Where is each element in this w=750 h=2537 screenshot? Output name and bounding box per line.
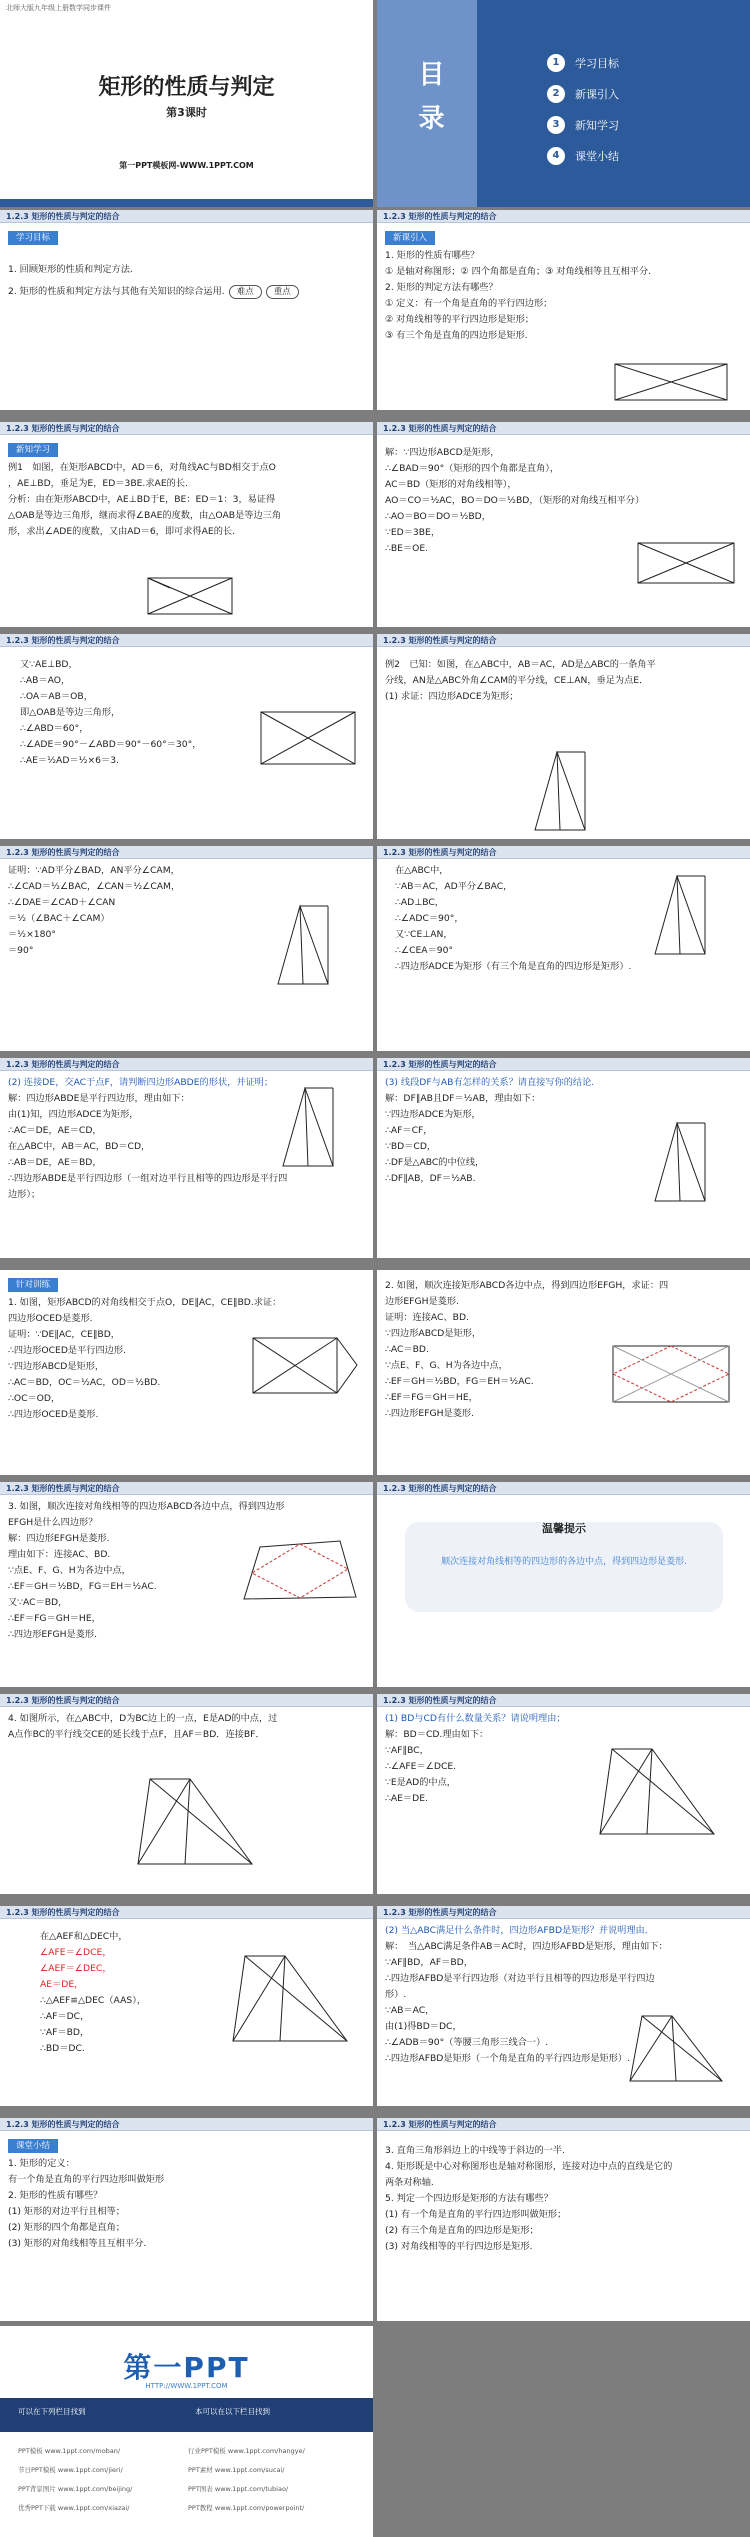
toc-item[interactable] xyxy=(547,112,619,138)
text-line: 由(1)得BD＝DC， xyxy=(385,2021,462,2032)
rectangle-figure xyxy=(245,1330,365,1405)
text-line: ∴△AEF≌△DEC（AAS）， xyxy=(40,1995,146,2006)
question-text: (3) 线段DF与AB有怎样的关系？请直接写你的结论. xyxy=(385,1077,595,1088)
slide-solution1 xyxy=(377,422,750,627)
triangle-figure xyxy=(592,1739,722,1849)
section-tag: 新课引入 xyxy=(385,231,435,245)
text-line: ＝½×180° xyxy=(8,929,56,940)
toc-label: 新知学习 xyxy=(575,119,619,132)
slide-practice4 xyxy=(0,1694,373,1894)
slide-question3 xyxy=(377,1058,750,1258)
text-line: 解：四边形ABDE是平行四边形，理由如下： xyxy=(8,1093,190,1104)
text-line: ∴AC＝BD. xyxy=(385,1344,429,1355)
ad-links xyxy=(18,2438,358,2514)
text-line: ∴∠ADE＝90°－∠ABD＝90°－60°＝30°， xyxy=(20,739,202,750)
text-line: ③ 有三个角是直角的四边形是矩形. xyxy=(385,330,528,341)
question-text: (2) 连接DE，交AC于点F，请判断四边形ABDE的形状，并证明； xyxy=(8,1077,274,1088)
slide-header: 1.2.3 矩形的性质与判定的结合 xyxy=(377,846,750,859)
text-line: ∵AF∥BC， xyxy=(385,1745,429,1756)
question-text: (2) 当△ABC满足什么条件时，四边形AFBD是矩形？并说明理由． xyxy=(385,1925,654,1936)
slide-header: 1.2.3 矩形的性质与判定的结合 xyxy=(0,1694,373,1707)
text-line: ∴∠DAE＝∠CAD＋∠CAN xyxy=(8,897,116,908)
slide-summary-cont xyxy=(377,2118,750,2321)
ad-link[interactable]: PPT图表 www.1ppt.com/tubiao/ xyxy=(188,2485,289,2493)
text-line: (1) 求证：四边形ADCE为矩形； xyxy=(385,691,519,702)
ad-link[interactable]: 行业PPT模板 www.1ppt.com/hangye/ xyxy=(188,2447,305,2455)
slide-header: 1.2.3 矩形的性质与判定的结合 xyxy=(0,1906,373,1919)
text-line: 2. 矩形的判定方法有哪些？ xyxy=(385,282,498,293)
text-line: ∠AFE＝∠DCE， xyxy=(40,1947,112,1958)
text-line: ∴AF＝DC， xyxy=(40,2011,90,2022)
ad-link[interactable]: 节日PPT模板 www.1ppt.com/jieri/ xyxy=(18,2466,123,2474)
toc-number: 4 xyxy=(547,147,565,165)
slide-header: 1.2.3 矩形的性质与判定的结合 xyxy=(0,1058,373,1071)
section-tag: 新知学习 xyxy=(8,443,58,457)
slide-header: 1.2.3 矩形的性质与判定的结合 xyxy=(0,2118,373,2131)
text-line: ∴EF＝GH＝½BD，FG＝EH＝½AC. xyxy=(385,1376,534,1387)
text-line: ∴OA＝AB＝OB， xyxy=(20,691,93,702)
slide-practice4-q2 xyxy=(377,1906,750,2106)
text-lines xyxy=(8,460,365,540)
text-line: ∴AC＝DE，AE＝CD， xyxy=(8,1125,102,1136)
slide-header: 1.2.3 矩形的性质与判定的结合 xyxy=(377,1906,750,1919)
text-line: (3) 对角线相等的平行四边形是矩形. xyxy=(385,2241,533,2252)
text-line: 3. 如图，顺次连接对角线相等的四边形ABCD各边中点，得到四边形 xyxy=(8,1501,285,1512)
tip-text: 顺次连接对角线相等的四边形的各边中点，得到四边形是菱形. xyxy=(441,1557,687,1567)
slide-header: 1.2.3 矩形的性质与判定的结合 xyxy=(377,1694,750,1707)
text-line: ∴EF＝GH＝½BD，FG＝EH＝½AC. xyxy=(8,1581,157,1592)
text-line: 解：BD＝CD.理由如下： xyxy=(385,1729,489,1740)
text-line: ∵四边形ADCE为矩形， xyxy=(385,1109,481,1120)
text-line: ∵ED＝3BE， xyxy=(385,527,441,538)
empty-slot xyxy=(377,2326,750,2537)
text-line: 解：∵四边形ABCD是矩形， xyxy=(385,447,500,458)
text-line: 证明：∵DE∥AC，CE∥BD， xyxy=(8,1329,120,1340)
text-line: ∴四边形ABDE是平行四边形（一组对边平行且相等的四边形是平行四 xyxy=(8,1173,288,1184)
text-line: ∴DF∥AB，DF＝½AB. xyxy=(385,1173,476,1184)
difficulty-pill: 难点 xyxy=(229,285,262,299)
key-pill: 重点 xyxy=(266,285,299,299)
rectangle-figure xyxy=(632,537,742,592)
text-lines xyxy=(385,2143,742,2255)
text-line: ∵四边形ABCD是矩形， xyxy=(8,1361,105,1372)
text-line: 理由如下：连接AC、BD. xyxy=(8,1549,111,1560)
text-line: ＝½（∠BAC＋∠CAM） xyxy=(8,913,110,924)
slide-header: 1.2.3 矩形的性质与判定的结合 xyxy=(377,210,750,223)
text-line: ∴∠ABD＝60°， xyxy=(20,723,89,734)
ad-link[interactable]: 优秀PPT下载 www.1ppt.com/xiazai/ xyxy=(18,2504,130,2512)
text-line: ∴EF＝FG＝GH＝HE， xyxy=(8,1613,101,1624)
slide-header: 1.2.3 矩形的性质与判定的结合 xyxy=(377,422,750,435)
text-line: (1) 有一个角是直角的平行四边形叫做矩形； xyxy=(385,2209,567,2220)
text-line: ∴AB＝DE，AE＝BD， xyxy=(8,1157,102,1168)
slide-intro xyxy=(377,210,750,410)
text-line: ∴四边形OCED是菱形. xyxy=(8,1409,99,1420)
ad-link[interactable]: PPT教程 www.1ppt.com/powerpoint/ xyxy=(188,2504,305,2512)
toc-item[interactable] xyxy=(547,50,619,76)
text-line: 2. 如图，顺次连接矩形ABCD各边中点，得到四边形EFGH，求证：四 xyxy=(385,1280,669,1291)
toc-label: 学习目标 xyxy=(575,57,619,70)
text-line: ∵AB＝AC， xyxy=(385,2005,435,2016)
quadrilateral-figure xyxy=(240,1537,360,1607)
text-line: 边形EFGH是菱形. xyxy=(385,1296,459,1307)
text-line: 有一个角是直角的平行四边形叫做矩形 xyxy=(8,2174,165,2185)
slide-header: 1.2.3 矩形的性质与判定的结合 xyxy=(0,422,373,435)
text-line: ∴四边形AFBD是平行四边形（对边平行且相等的四边形是平行四边 xyxy=(385,1973,655,1984)
text-line: ∴∠ADB＝90°（等腰三角形三线合一）. xyxy=(385,2037,549,2048)
text-line: ∵AF∥BD，AF＝BD， xyxy=(385,1957,473,1968)
text-line: ② 对角线相等的平行四边形是矩形； xyxy=(385,314,534,325)
rectangle-figure xyxy=(255,704,365,774)
cover-source: 第一PPT模板网-WWW.1PPT.COM xyxy=(119,161,254,170)
triangle-figure xyxy=(225,1946,355,2056)
text-line: ∴∠CEA＝90° xyxy=(395,945,454,956)
text-line: ∵点E、F、G、H为各边中点， xyxy=(8,1565,131,1576)
text-line: ∴∠AFE＝∠DCE. xyxy=(385,1761,457,1772)
text-line: ∴四边形EFGH是菱形. xyxy=(385,1408,475,1419)
text-line: ∵AB＝AC，AD平分∠BAC， xyxy=(395,881,513,892)
text-line: 分析：由在矩形ABCD中，AE⊥BD于E，BE：ED＝1：3，易证得 xyxy=(8,494,276,505)
text-lines xyxy=(8,2156,365,2252)
text-line: 4. 如图所示，在△ABC中，D为BC边上的一点，E是AD的中点，过 xyxy=(8,1713,278,1724)
slide-practice3 xyxy=(0,1482,373,1687)
slide-practice4-q1 xyxy=(377,1694,750,1894)
slide-header: 1.2.3 矩形的性质与判定的结合 xyxy=(377,1058,750,1071)
text-line: ∴AE＝DE. xyxy=(385,1793,428,1804)
text-line: 2. 矩形的性质有哪些？ xyxy=(8,2190,103,2201)
toc-title: 目录 xyxy=(414,60,444,148)
text-line: ∴EF＝FG＝GH＝HE， xyxy=(385,1392,478,1403)
text-line: A点作BC的平行线交CE的延长线于点F，且AF＝BD．连接BF． xyxy=(8,1729,265,1740)
text-line: 解： 当△ABC满足条件AB＝AC时，四边形AFBD是矩形，理由如下： xyxy=(385,1941,668,1952)
toc-number: 3 xyxy=(547,116,565,134)
triangle-figure xyxy=(275,1078,345,1173)
triangle-figure xyxy=(527,742,597,837)
ad-url: HTTP://WWW.1PPT.COM xyxy=(145,2382,228,2390)
text-line: ∴AE＝½AD＝½×6＝3. xyxy=(20,755,119,766)
slide-header: 1.2.3 矩形的性质与判定的结合 xyxy=(377,2118,750,2131)
slide-practice4-cont xyxy=(0,1906,373,2106)
slide-objectives xyxy=(0,210,373,410)
triangle-figure xyxy=(130,1769,260,1879)
section-tag: 课堂小结 xyxy=(8,2139,58,2153)
slide-summary xyxy=(0,2118,373,2321)
text-line: 四边形OCED是菱形. xyxy=(8,1313,93,1324)
ad-link[interactable]: PPT背景图片 www.1ppt.com/beijing/ xyxy=(18,2485,133,2493)
rectangle-figure xyxy=(607,1340,737,1410)
toc-list xyxy=(547,50,619,174)
text-line: ＝90° xyxy=(8,945,34,956)
objective-line: 2. 矩形的性质和判定方法与其他有关知识的综合运用. 难点 重点 xyxy=(8,284,365,300)
ad-logo: 第一PPT xyxy=(123,2351,250,2384)
toc-item[interactable] xyxy=(547,143,619,169)
text-line: AC＝BD（矩形的对角线相等）， xyxy=(385,479,517,490)
slide-tip xyxy=(377,1482,750,1687)
text-line: 又∵AE⊥BD， xyxy=(20,659,78,670)
text-line: 1. 矩形的定义： xyxy=(8,2158,75,2169)
text-line: (2) 有三个角是直角的四边形是矩形； xyxy=(385,2225,539,2236)
text-lines xyxy=(8,1711,365,1743)
text-line: 证明：连接AC、BD. xyxy=(385,1312,469,1323)
text-line: 证明：∵AD平分∠BAD，AN平分∠CAM， xyxy=(8,865,180,876)
text-line: 解：DF∥AB且DF＝½AB，理由如下： xyxy=(385,1093,541,1104)
text-line: ∴∠CAD＝½∠BAC，∠CAN＝½∠CAM， xyxy=(8,881,181,892)
text-line: ① 定义：有一个角是直角的平行四边形； xyxy=(385,298,553,309)
text-line: AO＝CO＝½AC，BO＝DO＝½BD，（矩形的对角线互相平分） xyxy=(385,495,645,506)
text-line: ∴四边形EFGH是菱形. xyxy=(8,1629,98,1640)
text-line: ∵AF＝BD， xyxy=(40,2027,90,2038)
text-line: ，AE⊥BD，垂足为E，ED＝3BE.求AE的长. xyxy=(8,478,188,489)
text-line: ① 是轴对称图形；② 四个角都是直角；③ 对角线相等且互相平分. xyxy=(385,266,652,277)
text-line: 形）. xyxy=(385,1989,407,2000)
text-line: 解：四边形EFGH是菱形. xyxy=(8,1533,110,1544)
cover-bottom-strip xyxy=(0,199,373,207)
slide-example1 xyxy=(0,422,373,627)
text-line: 在△AEF和△DEC中， xyxy=(40,1931,128,1942)
toc-label: 新课引入 xyxy=(575,88,619,101)
ad-right-title: 本可以在以下栏目找到 xyxy=(195,2407,270,2416)
text-line: ∵BD＝CD， xyxy=(385,1141,437,1152)
text-line: EFGH是什么四边形？ xyxy=(8,1517,98,1528)
text-line: (1) 矩形的对边平行且相等； xyxy=(8,2206,125,2217)
text-line: 在△ABC中，AB＝AC，BD＝CD， xyxy=(8,1141,151,1152)
text-line: 即△OAB是等边三角形， xyxy=(20,707,121,718)
cover-lesson: 第3课时 xyxy=(166,106,207,119)
text-line: 又∵AC＝BD， xyxy=(8,1597,68,1608)
slide-header: 1.2.3 矩形的性质与判定的结合 xyxy=(0,634,373,647)
triangle-figure xyxy=(647,866,717,961)
question-text: (1) BD与CD有什么数量关系？请说明理由； xyxy=(385,1713,566,1724)
text-line: ∴四边形OCED是平行四边形. xyxy=(8,1345,126,1356)
text-lines xyxy=(385,248,742,344)
text-line: 5. 判定一个四边形是矩形的方法有哪些？ xyxy=(385,2193,553,2204)
slide-header: 1.2.3 矩形的性质与判定的结合 xyxy=(0,210,373,223)
text-line: ∴BD＝DC. xyxy=(40,2043,85,2054)
triangle-figure xyxy=(622,2011,732,2086)
text-line: ∴AC＝BD，OC＝½AC，OD＝½BD. xyxy=(8,1377,161,1388)
text-line: ∴DF是△ABC的中位线， xyxy=(385,1157,485,1168)
ad-slide xyxy=(0,2326,373,2537)
text-line: △OAB是等边三角形，继而求得∠BAE的度数，由△OAB是等边三角 xyxy=(8,510,282,521)
text-line: 例2 已知：如图，在△ABC中，AB＝AC，AD是△ABC的一条角平 xyxy=(385,659,656,670)
text-line: ∴四边形AFBD是矩形（一个角是直角的平行四边形是矩形）. xyxy=(385,2053,631,2064)
text-line: ∴BE＝OE. xyxy=(385,543,429,554)
slide-solution1-cont xyxy=(0,634,373,839)
slide-header: 1.2.3 矩形的性质与判定的结合 xyxy=(377,1482,750,1495)
slide-header: 1.2.3 矩形的性质与判定的结合 xyxy=(0,1482,373,1495)
toc-label: 课堂小结 xyxy=(575,150,619,163)
cover-title: 矩形的性质与判定 xyxy=(98,75,275,100)
ad-link[interactable]: PPT素材 www.1ppt.com/sucai/ xyxy=(188,2466,285,2474)
ad-link[interactable]: PPT模板 www.1ppt.com/moban/ xyxy=(18,2447,121,2455)
text-line: ∠AEF＝∠DEC， xyxy=(40,1963,112,1974)
text-line: ∴AO＝BO＝DO＝½BD， xyxy=(385,511,491,522)
text-line: 例1 如图，在矩形ABCD中，AD＝6，对角线AC与BD相交于点O xyxy=(8,462,276,473)
cover-top-banner: 北师大版九年级上册数学同步课件 xyxy=(6,4,111,12)
text-lines xyxy=(385,657,742,705)
text-line: ∵E是AD的中点， xyxy=(385,1777,456,1788)
cover-slide xyxy=(0,0,373,207)
text-line: 4. 矩形既是中心对称图形也是轴对称图形，连接对边中点的直线是它的 xyxy=(385,2161,673,2172)
text-line: ∵点E、F、G、H为各边中点， xyxy=(385,1360,508,1371)
text-line: 1. 如图，矩形ABCD的对角线相交于点O，DE∥AC，CE∥BD.求证： xyxy=(8,1297,282,1308)
text-line: 在△ABC中， xyxy=(395,865,449,876)
text-line: (3) 矩形的对角线相等且互相平分. xyxy=(8,2238,147,2249)
slide-proof2-cont xyxy=(377,846,750,1051)
text-line: 又∵CE⊥AN， xyxy=(395,929,453,940)
ad-left-title: 可以在下列栏目找到 xyxy=(18,2407,86,2416)
text-line: ∴∠ADC＝90°， xyxy=(395,913,464,924)
tip-title: 温馨提示 xyxy=(542,1522,586,1535)
slide-example2 xyxy=(377,634,750,839)
text-line: 分线，AN是△ABC外角∠CAM的平分线，CE⊥AN，垂足为点E． xyxy=(385,675,649,686)
toc-item[interactable] xyxy=(547,81,619,107)
rectangle-figure xyxy=(607,360,737,405)
text-line: ∴AF＝CF， xyxy=(385,1125,433,1136)
text-line: AE＝DE， xyxy=(40,1979,84,1990)
slide-question2 xyxy=(0,1058,373,1258)
ad-band xyxy=(0,2398,373,2432)
objective-line: 1. 回顾矩形的性质和判定方法. xyxy=(8,264,133,275)
text-line: 由(1)知，四边形ADCE为矩形， xyxy=(8,1109,139,1120)
text-line: 1. 矩形的性质有哪些？ xyxy=(385,250,480,261)
toc-number: 2 xyxy=(547,85,565,103)
toc-slide xyxy=(377,0,750,207)
triangle-figure xyxy=(647,1113,717,1208)
text-line: ∴AB＝AO， xyxy=(20,675,71,686)
text-line: (2) 矩形的四个角都是直角； xyxy=(8,2222,125,2233)
slide-header: 1.2.3 矩形的性质与判定的结合 xyxy=(0,846,373,859)
rectangle-figure xyxy=(140,572,240,622)
text-line: ∴AD⊥BC， xyxy=(395,897,444,908)
text-line: ∴OC＝OD， xyxy=(8,1393,61,1404)
text-line: 两条对称轴. xyxy=(385,2177,434,2188)
toc-number: 1 xyxy=(547,54,565,72)
text-line: 3. 直角三角形斜边上的中线等于斜边的一半. xyxy=(385,2145,565,2156)
text-line: 形，求出∠ADE的度数，又由AD＝6，即可求得AE的长. xyxy=(8,526,235,537)
text-line: 边形）； xyxy=(8,1189,41,1200)
slide-proof2 xyxy=(0,846,373,1051)
triangle-figure xyxy=(270,896,340,991)
text-line: ∵四边形ABCD是矩形， xyxy=(385,1328,482,1339)
slide-practice2 xyxy=(377,1270,750,1475)
tip-box xyxy=(405,1522,723,1612)
toc-title-box xyxy=(377,0,477,207)
slide-header: 1.2.3 矩形的性质与判定的结合 xyxy=(377,634,750,647)
slide-practice1 xyxy=(0,1270,373,1475)
section-tag: 学习目标 xyxy=(8,231,58,245)
section-tag: 针对训练 xyxy=(8,1278,58,1292)
text-line: ∴∠BAD＝90°（矩形的四个角都是直角）， xyxy=(385,463,560,474)
text-line: ∴四边形ADCE为矩形（有三个角是直角的四边形是矩形）. xyxy=(395,961,632,972)
